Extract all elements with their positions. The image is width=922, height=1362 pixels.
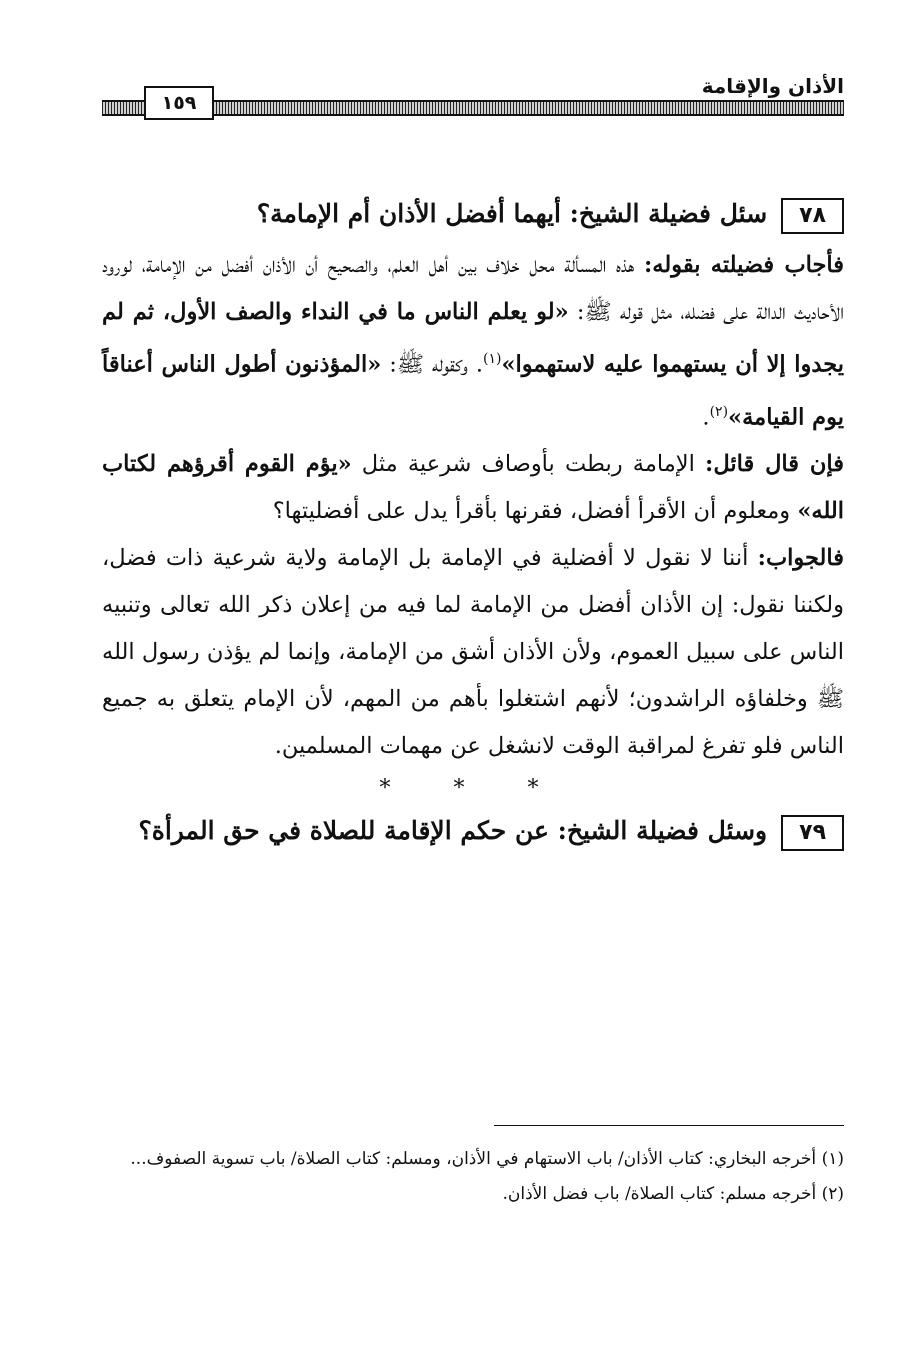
- question-79-text: وسئل فضيلة الشيخ: عن حكم الإقامة للصلاة في حق المرأة؟: [138, 816, 768, 845]
- reply-text: أننا لا نقول لا أفضلية في الإمامة بل الإمامة ولاية شرعية ذات فضل، ولكننا نقول: إن الأذان أفضل من الإمامة لما فيه من إعلان ذكر الله تعالى وتنبيه الناس على سبيل العموم، ولأن الأذان أشق من الإمامة، وإنما لم يؤذن رسول الله ﷺ وخلفاؤه الراشدون؛ لأنهم اشتغلوا بأهم من المهم، لأن الإمام يتعلق به جميع الناس فلو تفرغ لمراقبة الوقت لانشغل عن مهمات المسلمين.: [102, 545, 844, 759]
- question-number-78: ٧٨: [781, 198, 844, 234]
- page-number: ١٥٩: [144, 86, 214, 120]
- hadith-2: «المؤذنون أطول الناس أعناقاً يوم القيامة»: [102, 351, 844, 430]
- footnote-ref-2: (٢): [709, 403, 729, 420]
- main-text: [102, 186, 844, 859]
- objection-lead: فإن قال قائل:: [705, 451, 845, 477]
- hadith-1: «لو يعلم الناس ما في النداء والصف الأول، ثم لم يجدوا إلا أن يستهموا عليه لاستهموا»: [102, 299, 844, 378]
- question-number-79: ٧٩: [781, 815, 844, 851]
- after-hadith-1: . وكقوله ﷺ:: [381, 351, 484, 378]
- question-78: [102, 186, 844, 242]
- objection-paragraph: [102, 441, 844, 535]
- question-78-text: سئل فضيلة الشيخ: أيهما أفضل الأذان أم الإمامة؟: [256, 199, 768, 228]
- after-hadith-2: .: [702, 404, 710, 430]
- reply-paragraph: [102, 535, 844, 770]
- footnote-1: [102, 1142, 844, 1177]
- section-separator: * * *: [379, 776, 567, 801]
- answer-paragraph: [102, 242, 844, 441]
- footnote-2-text: أخرجه مسلم: كتاب الصلاة/ باب فضل الأذان.: [502, 1184, 817, 1204]
- question-79: [102, 803, 844, 859]
- answer-lead: فأجاب فضيلته بقوله:: [643, 252, 845, 278]
- chapter-title: الأذان والإقامة: [701, 74, 844, 98]
- footnote-1-mark: (١): [821, 1149, 844, 1169]
- footnote-1-text: أخرجه البخاري: كتاب الأذان/ باب الاستهام في الأذان، ومسلم: كتاب الصلاة/ باب تسوية الصفوف...: [130, 1149, 817, 1169]
- footnote-2: [102, 1177, 844, 1212]
- footnote-2-mark: (٢): [821, 1184, 844, 1204]
- objection-quote: «يؤم القوم أقرؤهم لكتاب الله»: [102, 451, 844, 524]
- objection-rest: ومعلوم أن الأقرأ أفضل، فقرنها بأقرأ يدل على أفضليتها؟: [272, 498, 798, 524]
- footnote-ref-1: (١): [483, 351, 502, 367]
- objection-text: الإمامة ربطت بأوصاف شرعية مثل: [351, 451, 706, 477]
- running-header: [102, 72, 844, 118]
- footnotes: [102, 1142, 844, 1212]
- answer-text: هذه المسألة محل خلاف بين أهل العلم، والصحيح أن الأذان أفضل من الإمامة، لورود الأحاديث الدالة على فضله، مثل قوله ﷺ:: [102, 252, 844, 325]
- reply-lead: فالجواب:: [757, 545, 844, 571]
- footnote-separator: [494, 1125, 844, 1126]
